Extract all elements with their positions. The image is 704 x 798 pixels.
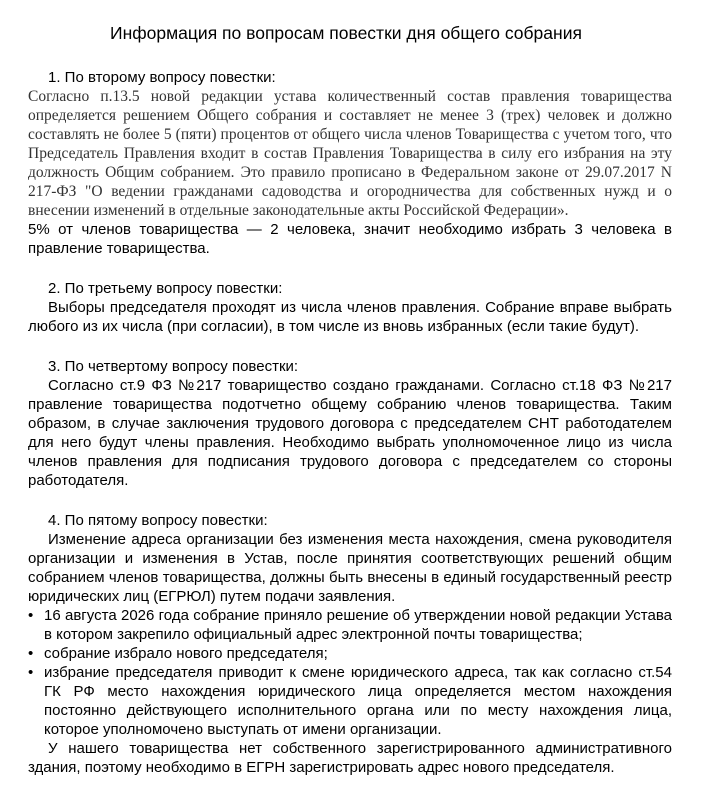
list-item-text: собрание избрало нового председателя; [44, 645, 328, 662]
section-paragraph: Изменение адреса организации без изменения места нахождения, смена руководителя организации и изменения в Устав, после принятия соответствующих решений общим собранием членов товарищества, должны быть внесены в единый государственный реестр юридических лиц (ЕГРЮЛ) путем подачи заявления. [28, 531, 672, 605]
list-item-text: избрание председателя приводит к смене юридического адреса, так как согласно ст.54 ГК РФ место нахождения юридического лица определяется местом нахождения постоянно действующего исполнительного органа или по месту нахождения лица, которое уполномочено выступать от имени организации. [44, 664, 672, 738]
section-heading: 3. По четвертому вопросу повестки: [48, 358, 299, 375]
bullet-icon: • [28, 607, 34, 624]
document-title: Информация по вопросам повестки дня общего собрания [110, 23, 582, 43]
section-2 [28, 279, 672, 336]
document [28, 22, 672, 798]
section-heading: 4. По пятому вопросу повестки: [48, 512, 268, 529]
section-paragraph: Согласно ст.9 ФЗ №217 товарищество создано гражданами. Согласно ст.18 ФЗ №217 правление товарищества подотчетно общему собранию членов товарищества. Таким образом, в случае заключения трудового договора с председателем СНТ работодателем для него будут члены правления. Необходимо выбрать уполномоченное лицо из числа членов правления для подписания трудового договора с председателем со стороны работодателя. [28, 377, 672, 489]
section-heading: 1. По второму вопросу повестки: [48, 69, 276, 86]
bullet-list [28, 606, 672, 739]
section-paragraph: 5% от членов товарищества — 2 человека, значит необходимо избрать 3 человека в правление товарищества. [28, 221, 672, 257]
list-item-text: 16 августа 2026 года собрание приняло решение об утверждении новой редакции Устава в котором закрепило официальный адрес электронной почты товарищества; [44, 607, 672, 643]
list-item [28, 663, 672, 739]
section-1 [28, 68, 672, 258]
list-item [28, 644, 672, 663]
bullet-icon: • [28, 664, 34, 681]
section-heading: 2. По третьему вопросу повестки: [48, 280, 283, 297]
section-3 [28, 357, 672, 490]
closing-paragraph: У нашего товарищества нет собственного зарегистрированного административного здания, поэтому необходимо в ЕГРН зарегистрировать адрес нового председателя. [28, 740, 672, 776]
section-paragraph: Выборы председателя проходят из числа членов правления. Собрание вправе выбрать любого из их числа (при согласии), в том числе из вновь избранных (если такие будут). [28, 299, 672, 335]
bullet-icon: • [28, 645, 34, 662]
section-paragraph: Согласно п.13.5 новой редакции устава количественный состав правления товарищества определяется решением Общего собрания и составляет не менее 3 (трех) человек и должно составлять не более 5 (пяти) процентов от общего числа членов Товарищества с учетом того, что Председатель Правления входит в состав Правления Товарищества в силу его избрания на эту должность Общим собранием. Это правило прописано в Федеральном законе от 29.07.2017 N 217-ФЗ "О ведении гражданами садоводства и огородничества для собственных нужд и о внесении изменений в отдельные законодательные акты Российской Федерации». [28, 88, 672, 219]
list-item [28, 606, 672, 644]
section-4 [28, 511, 672, 777]
